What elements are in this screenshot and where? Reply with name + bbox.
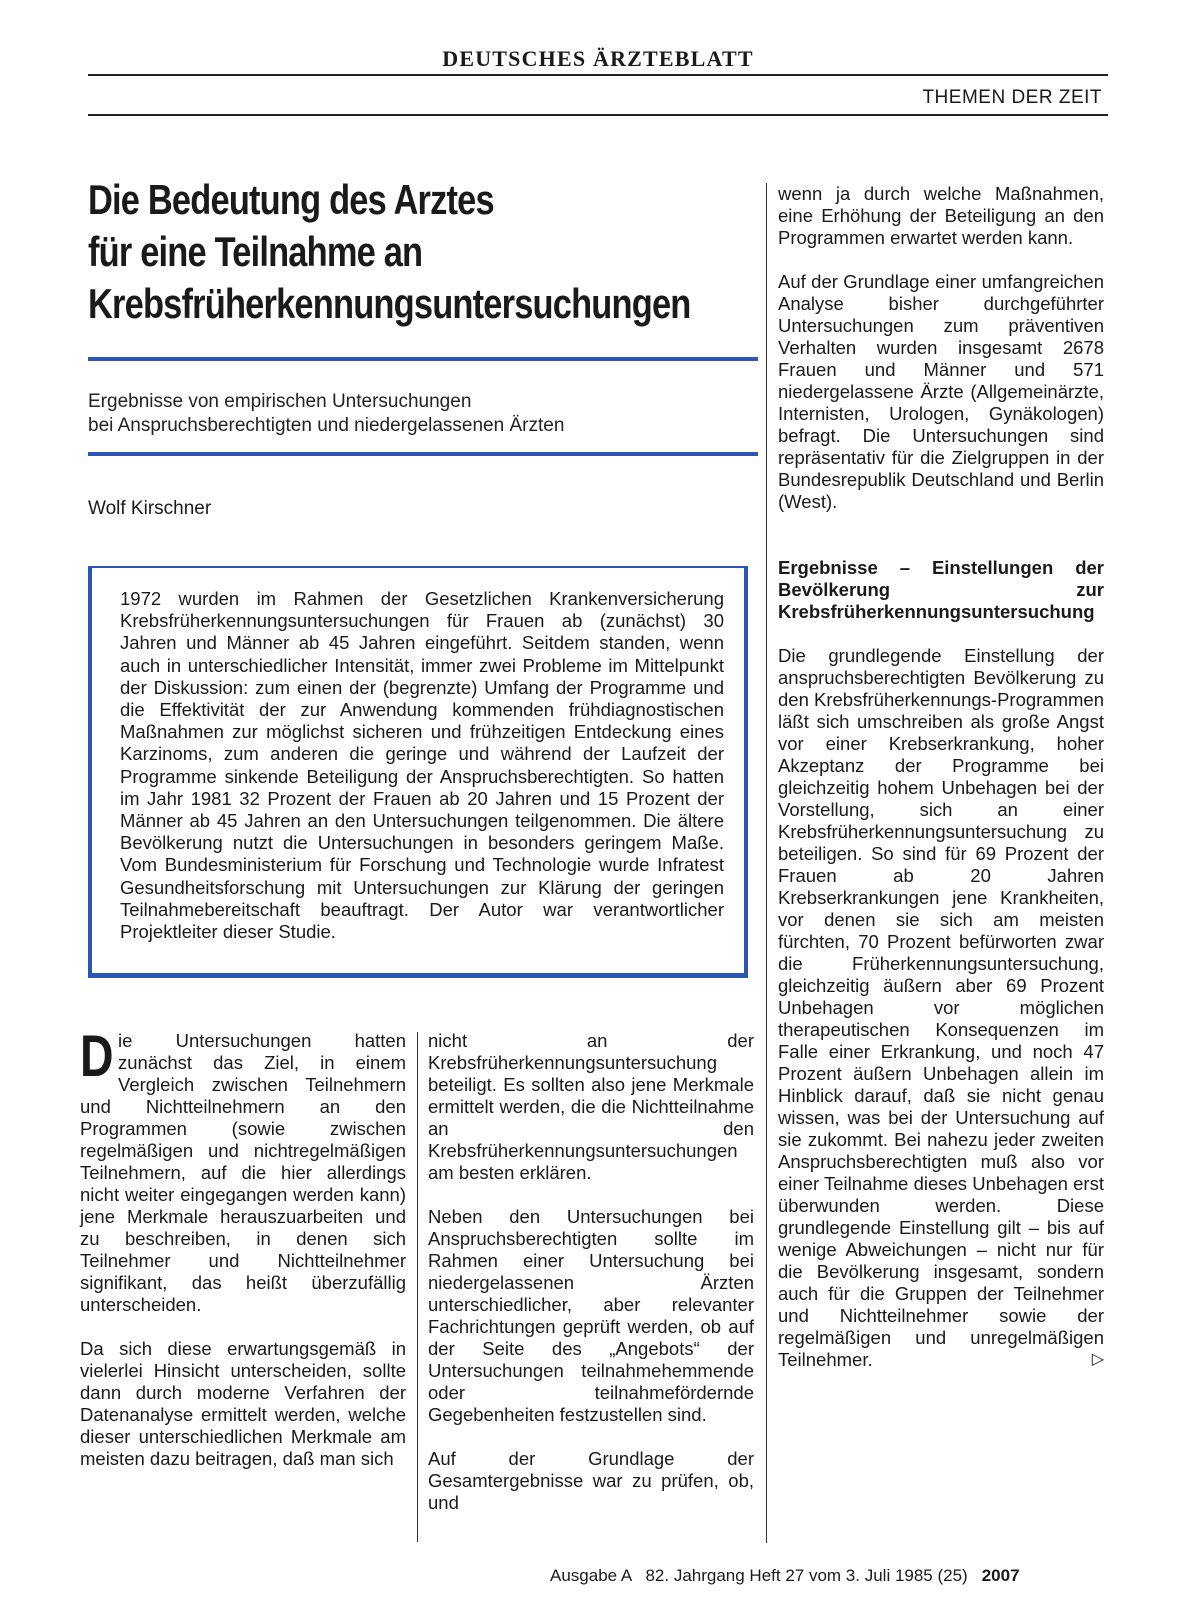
paragraph: nicht an der Krebsfrüherkennungsuntersuchung beteiligt. Es sollten also jene Merkmale ermittelt werden, die die Nichtteilnahme an den Krebsfrüherkennungsuntersuchungen am besten erklären. [428,1030,754,1183]
body-column-2 [428,1030,754,1536]
body-column-3 [778,183,1104,1393]
paragraph: wenn ja durch welche Maßnahmen, eine Erhöhung der Beteiligung an den Programmen erwartet werden kann. [778,183,1104,248]
subtitle-divider [88,452,758,456]
header-rule [88,114,1108,116]
paragraph-text: Die grundlegende Einstellung der anspruchsberechtigten Bevölkerung zu den Krebsfrüherkennungs-Programmen läßt sich umschreiben als große Angst vor einer Krebserkrankung, hoher Akzeptanz der Programme bei gleichzeitig hohem Unbehagen bei der Vorstellung, sich an einer Krebsfrüherkennungsuntersuchung zu beteiligen. So sind für 69 Prozent der Frauen ab 20 Jahren Krebserkrankungen jene Krankheiten, vor denen sie sich am meisten fürchten, 70 Prozent befürworten zwar die Früherkennungsuntersuchung, gleichzeitig äußern aber 69 Prozent Unbehagen vor möglichen therapeutischen Konsequenzen im Falle einer Erkrankung, und noch 47 Prozent äußern Unbehagen allein im Hinblick darauf, daß sie nicht genau wissen, was bei der Untersuchung auf sie zukommt. Bei nahezu jeder zweiten Anspruchsberechtigten muß also vor einer Teilnahme dieses Unbehagen erst überwunden werden. Diese grundlegende Einstellung gilt – bis auf wenige Abweichungen – nicht nur für die Bevölkerung insgesamt, sondern auch für die Gruppen der Teilnehmer und Nichtteilnehmer sowie der regelmäßigen und unregelmäßigen Teilnehmer. [778,645,1104,1370]
issue-info: Ausgabe A 82. Jahrgang Heft 27 vom 3. Juli 1985 (25) [550,1566,968,1585]
paragraph: Auf der Grundlage der Gesamtergebnisse war zu prüfen, ob, und [428,1448,754,1513]
page-number: 2007 [981,1566,1020,1585]
title-line: Krebsfrüherkennungsuntersuchungen [88,280,691,327]
article-title [88,174,691,330]
drop-cap: D [80,1024,114,1089]
title-line: Die Bedeutung des Arztes [88,176,494,223]
section-label: THEMEN DER ZEIT [922,87,1102,108]
masthead-rule [88,74,1108,76]
article-subtitle [88,390,748,438]
abstract-text: 1972 wurden im Rahmen der Gesetzlichen Krankenversicherung Krebsfrüherkennungsuntersuchungen für Frauen ab (zunächst) 30 Jahren und Männer ab 45 Jahren eingeführt. Seitdem standen, wenn auch in unterschiedlicher Intensität, immer zwei Probleme im Mittelpunkt der Diskussion: zum einen der (begrenzte) Umfang der Programme und die Effektivität der zur Anwendung kommenden frühdiagnostischen Maßnahmen zur möglichst sicheren und frühzeitigen Entdeckung eines Karzinoms, zum anderen die geringe und während der Laufzeit der Programme sinkende Beteiligung der Anspruchsberechtigten. So hatten im Jahr 1981 32 Prozent der Frauen ab 20 Jahren und 15 Prozent der Männer ab 45 Jahren an den Untersuchungen teilgenommen. Die ältere Bevölkerung nutzt die Untersuchungen in besonders geringem Maße. Vom Bundesministerium für Forschung und Technologie wurde Infratest Gesundheitsforschung mit Untersuchungen zur Klärung der geringen Teilnahmebereitschaft beauftragt. Der Autor war verantwortlicher Projektleiter dieser Studie. [120,588,724,943]
paragraph-text: ie Untersuchungen hatten zunächst das Ziel, in einem Vergleich zwischen Teilnehmern und Nichtteilnehmern an den Programmen (sowie zwischen regelmäßigen und nichtregelmäßigen Teilnehmern, auf die hier allerdings nicht weiter eingegangen werden kann) jene Merkmale herauszuarbeiten und zu beschreiben, in denen sich Teilnehmer und Nichtteilnehmer signifikant, das heißt überzufällig unterscheiden. [80,1030,406,1315]
page-footer [550,1566,1020,1586]
paragraph: Da sich diese erwartungsgemäß in vielerlei Hinsicht unterscheiden, sollte dann durch moderne Verfahren der Datenanalyse ermittelt werden, welche dieser unterschiedlichen Merkmale am meisten dazu beitragen, daß man sich [80,1338,406,1469]
continue-arrow-icon: ▷ [1091,1351,1104,1368]
column-divider [766,183,767,1543]
subtitle-line: Ergebnisse von empirischen Untersuchungen [88,391,472,412]
masthead: DEUTSCHES ÄRZTEBLATT [442,46,754,71]
paragraph: Neben den Untersuchungen bei Anspruchsberechtigten sollte im Rahmen einer Untersuchung bei niedergelassenen Ärzten unterschiedlicher, aber relevanter Fachrichtungen geprüft werden, ob auf der Seite des „Angebots“ der Untersuchungen teilnahmehemmende oder teilnahmefördernde Gegebenheiten festzustellen sind. [428,1206,754,1425]
paragraph [778,645,1104,1371]
title-line: für eine Teilnahme an [88,228,423,275]
author-name: Wolf Kirschner [88,498,212,519]
paragraph: Auf der Grundlage einer umfangreichen Analyse bisher durchgeführter Untersuchungen zum präventiven Verhalten wurden insgesamt 2678 Frauen und Männer und 571 niedergelassene Ärzte (Allgemeinärzte, Internisten, Urologen, Gynäkologen) befragt. Die Untersuchungen sind repräsentativ für die Zielgruppen in der Bundesrepublik Deutschland und Berlin (West). [778,271,1104,512]
paragraph [80,1024,406,1316]
body-column-1 [80,1024,406,1492]
column-divider [417,1032,418,1542]
section-heading: Ergebnisse – Einstellungen der Bevölkerung zur Krebsfrüherkennungsuntersuchung [778,557,1104,622]
subtitle-line: bei Anspruchsberechtigten und niedergelassenen Ärzten [88,415,565,436]
abstract-box [88,566,748,978]
title-divider [88,357,758,361]
